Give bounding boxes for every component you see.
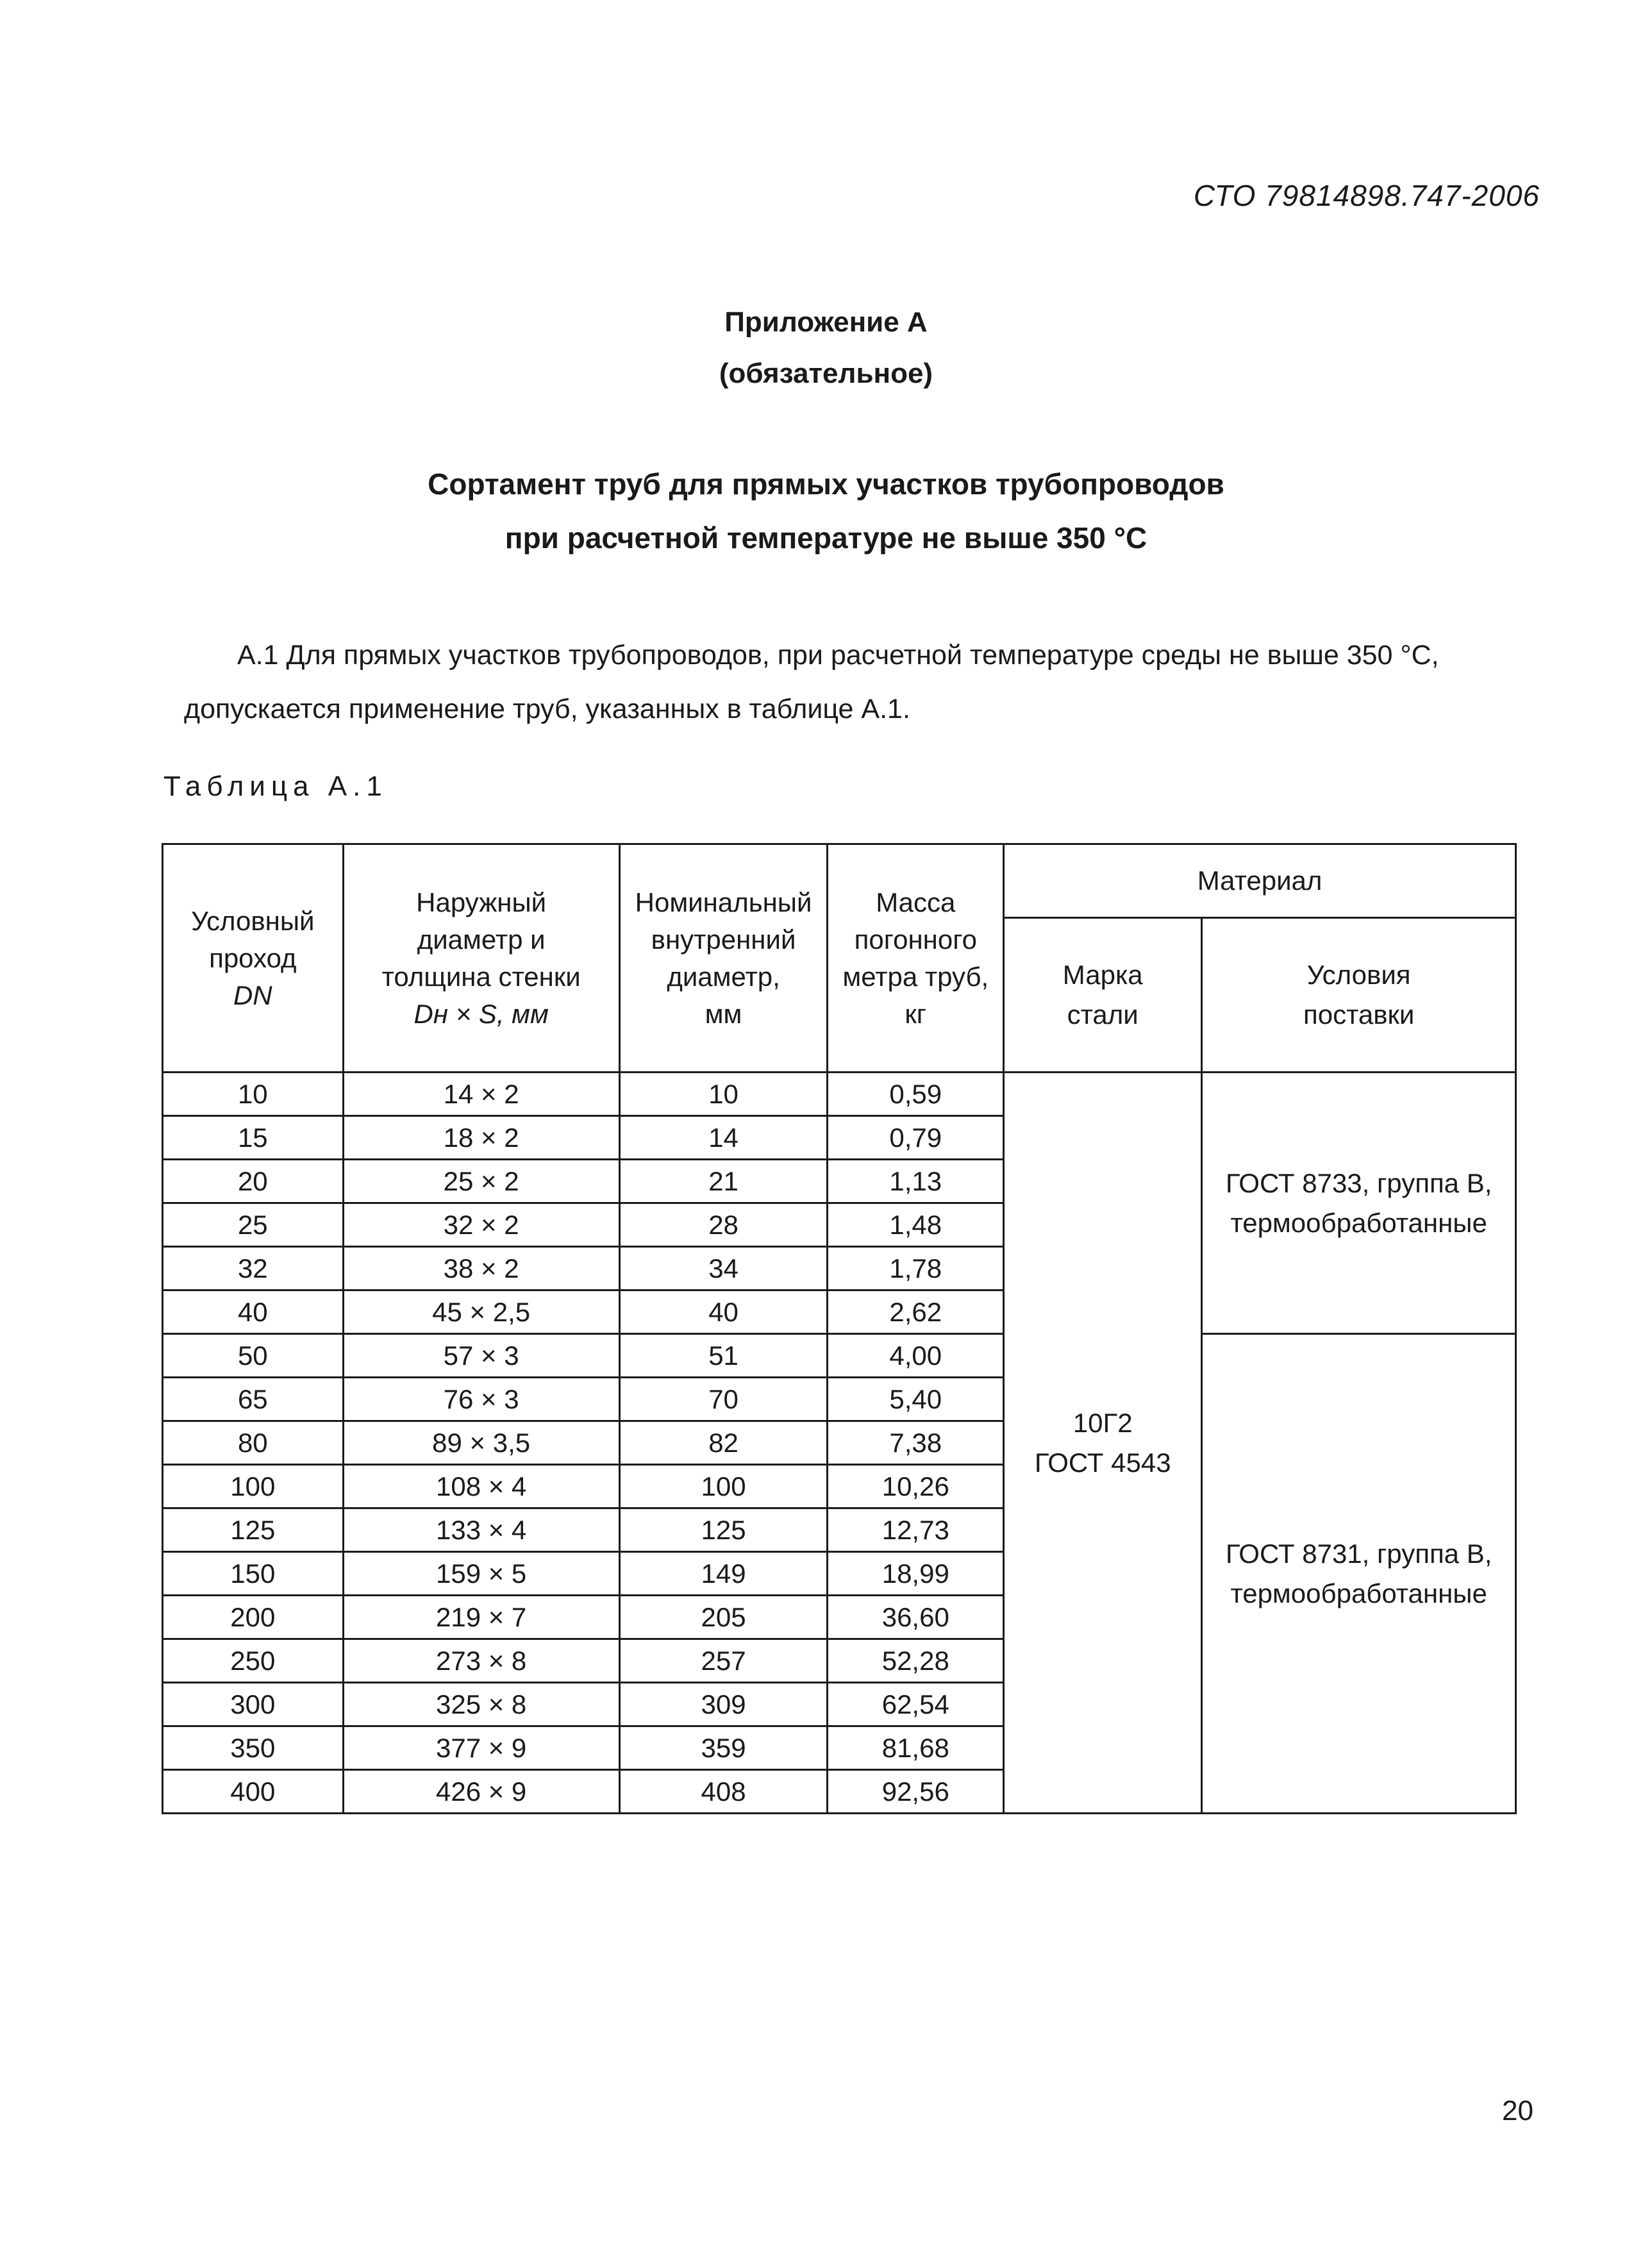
cell-dn: 15 — [163, 1116, 344, 1160]
page-number: 20 — [1502, 2095, 1533, 2126]
cell-inner-diameter: 309 — [619, 1683, 828, 1726]
header-mass: Масса погонного метра труб, кг — [828, 844, 1004, 1073]
cell-outer-diameter: 325 × 8 — [343, 1683, 619, 1726]
paragraph-line1: А.1 Для прямых участков трубопроводов, при расчетной температуре среды не выше 350 °С, — [237, 640, 1439, 671]
cell-inner-diameter: 125 — [619, 1508, 828, 1552]
cell-outer-diameter: 57 × 3 — [343, 1334, 619, 1378]
cell-mass: 0,79 — [828, 1116, 1004, 1160]
cell-mass: 5,40 — [828, 1378, 1004, 1421]
cell-inner-diameter: 10 — [619, 1073, 828, 1116]
header-inner-diameter: Номинальный внутренний диаметр, мм — [619, 844, 828, 1073]
cell-outer-diameter: 159 × 5 — [343, 1552, 619, 1596]
cell-dn: 125 — [163, 1508, 344, 1552]
cell-dn: 40 — [163, 1290, 344, 1334]
cell-dn: 10 — [163, 1073, 344, 1116]
table-caption: Таблица А.1 — [163, 771, 388, 802]
cell-dn: 32 — [163, 1247, 344, 1290]
cell-inner-diameter: 14 — [619, 1116, 828, 1160]
document-code: СТО 79814898.747-2006 — [1193, 179, 1540, 212]
header-dn: Условный проход DN — [163, 844, 344, 1073]
cell-steel-grade: 10Г2 ГОСТ 4543 — [1004, 1073, 1202, 1814]
table-row — [163, 1073, 1516, 1116]
cell-dn: 20 — [163, 1160, 344, 1203]
cell-mass: 18,99 — [828, 1552, 1004, 1596]
cell-inner-diameter: 28 — [619, 1203, 828, 1247]
header-supply-conditions: Условия поставки — [1202, 918, 1516, 1073]
cell-inner-diameter: 100 — [619, 1465, 828, 1508]
cell-mass: 1,48 — [828, 1203, 1004, 1247]
cell-dn: 80 — [163, 1421, 344, 1465]
cell-outer-diameter: 426 × 9 — [343, 1770, 619, 1814]
cell-outer-diameter: 14 × 2 — [343, 1073, 619, 1116]
cell-inner-diameter: 149 — [619, 1552, 828, 1596]
cell-outer-diameter: 133 × 4 — [343, 1508, 619, 1552]
cell-mass: 36,60 — [828, 1596, 1004, 1639]
cell-outer-diameter: 273 × 8 — [343, 1639, 619, 1683]
cell-dn: 200 — [163, 1596, 344, 1639]
cell-inner-diameter: 70 — [619, 1378, 828, 1421]
cell-supply-group-2: ГОСТ 8731, группа В, термообработанные — [1202, 1334, 1516, 1814]
section-title-line2: при расчетной температуре не выше 350 °С — [505, 521, 1147, 555]
cell-inner-diameter: 34 — [619, 1247, 828, 1290]
appendix-status: (обязательное) — [719, 358, 933, 389]
cell-mass: 52,28 — [828, 1639, 1004, 1683]
cell-dn: 65 — [163, 1378, 344, 1421]
cell-mass: 7,38 — [828, 1421, 1004, 1465]
cell-inner-diameter: 257 — [619, 1639, 828, 1683]
cell-outer-diameter: 18 × 2 — [343, 1116, 619, 1160]
cell-dn: 400 — [163, 1770, 344, 1814]
cell-outer-diameter: 45 × 2,5 — [343, 1290, 619, 1334]
cell-inner-diameter: 40 — [619, 1290, 828, 1334]
cell-inner-diameter: 21 — [619, 1160, 828, 1203]
cell-inner-diameter: 205 — [619, 1596, 828, 1639]
cell-mass: 92,56 — [828, 1770, 1004, 1814]
cell-outer-diameter: 108 × 4 — [343, 1465, 619, 1508]
cell-dn: 300 — [163, 1683, 344, 1726]
cell-supply-group-1: ГОСТ 8733, группа В, термообработанные — [1202, 1073, 1516, 1334]
cell-inner-diameter: 359 — [619, 1726, 828, 1770]
cell-mass: 2,62 — [828, 1290, 1004, 1334]
cell-mass: 1,78 — [828, 1247, 1004, 1290]
cell-mass: 10,26 — [828, 1465, 1004, 1508]
table-row — [163, 1334, 1516, 1378]
header-outer-diameter: Наружный диаметр и толщина стенки Dн × S, мм — [343, 844, 619, 1073]
cell-dn: 100 — [163, 1465, 344, 1508]
cell-mass: 1,13 — [828, 1160, 1004, 1203]
section-title-line1: Сортамент труб для прямых участков трубопроводов — [428, 467, 1224, 501]
cell-outer-diameter: 38 × 2 — [343, 1247, 619, 1290]
cell-mass: 4,00 — [828, 1334, 1004, 1378]
cell-mass: 12,73 — [828, 1508, 1004, 1552]
pipe-table — [162, 843, 1517, 1814]
cell-inner-diameter: 408 — [619, 1770, 828, 1814]
cell-outer-diameter: 89 × 3,5 — [343, 1421, 619, 1465]
cell-dn: 50 — [163, 1334, 344, 1378]
cell-outer-diameter: 25 × 2 — [343, 1160, 619, 1203]
cell-mass: 62,54 — [828, 1683, 1004, 1726]
table-header-row — [163, 844, 1516, 918]
cell-dn: 150 — [163, 1552, 344, 1596]
paragraph — [176, 628, 1545, 736]
cell-inner-diameter: 51 — [619, 1334, 828, 1378]
cell-outer-diameter: 76 × 3 — [343, 1378, 619, 1421]
cell-outer-diameter: 377 × 9 — [343, 1726, 619, 1770]
cell-dn: 25 — [163, 1203, 344, 1247]
cell-outer-diameter: 219 × 7 — [343, 1596, 619, 1639]
appendix-title: Приложение А — [724, 306, 928, 338]
cell-outer-diameter: 32 × 2 — [343, 1203, 619, 1247]
header-steel-grade: Марка стали — [1004, 918, 1202, 1073]
cell-inner-diameter: 82 — [619, 1421, 828, 1465]
cell-mass: 0,59 — [828, 1073, 1004, 1116]
header-material: Материал — [1004, 844, 1516, 918]
cell-mass: 81,68 — [828, 1726, 1004, 1770]
paragraph-line2: допускается применение труб, указанных в таблице А.1. — [184, 694, 910, 724]
cell-dn: 350 — [163, 1726, 344, 1770]
cell-dn: 250 — [163, 1639, 344, 1683]
